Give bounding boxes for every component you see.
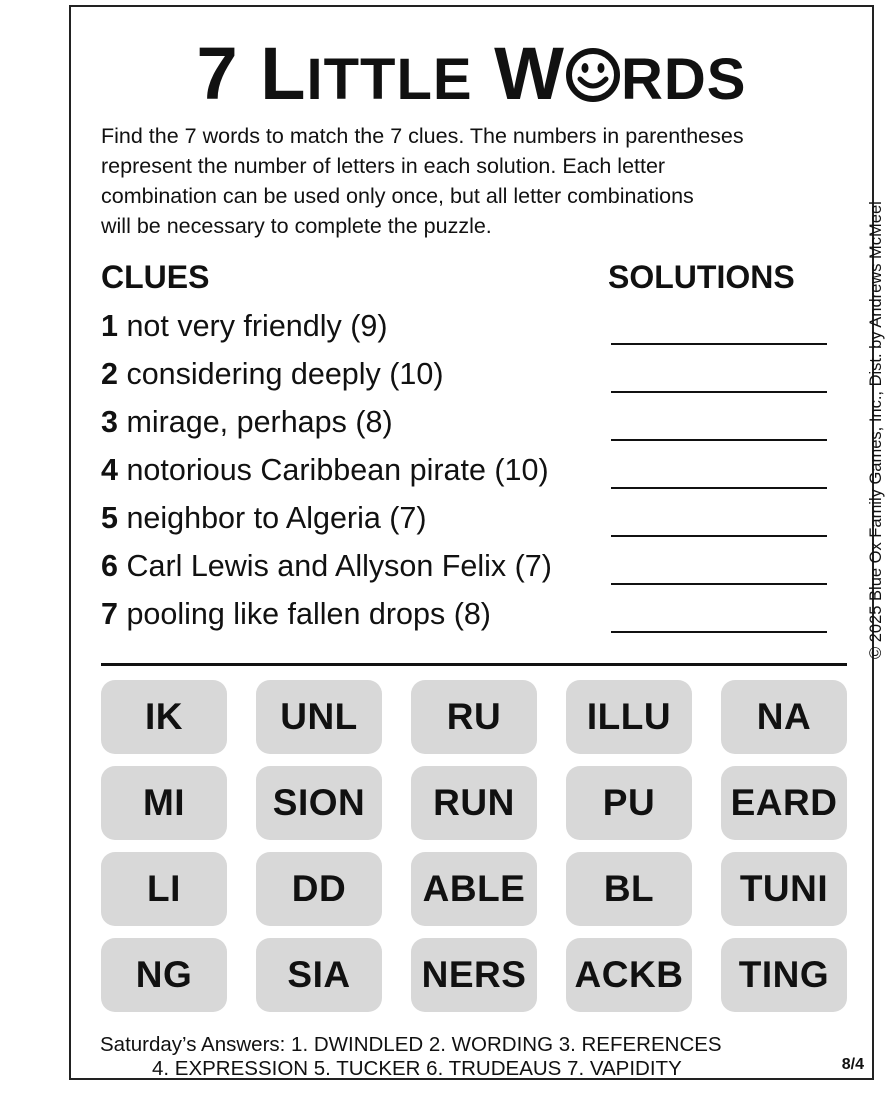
letter-tile-grid <box>101 680 849 1016</box>
solution-blank-3[interactable] <box>611 439 827 441</box>
letter-tile[interactable]: MI <box>101 766 227 840</box>
clue-text: considering deeply (10) <box>126 357 444 391</box>
letter-tile[interactable]: DD <box>256 852 382 926</box>
letter-tile[interactable]: NA <box>721 680 847 754</box>
clue-2 <box>101 357 444 392</box>
letter-tile[interactable]: EARD <box>721 766 847 840</box>
letter-tile[interactable]: TUNI <box>721 852 847 926</box>
answers-line-2: 4. EXPRESSION 5. TUCKER 6. TRUDEAUS 7. VAPIDITY <box>152 1057 682 1080</box>
title-words-rest: RDS <box>620 47 747 112</box>
clue-text: pooling like fallen drops (8) <box>126 597 491 631</box>
clue-1 <box>101 309 388 344</box>
solution-blank-7[interactable] <box>611 631 827 633</box>
instructions-line: will be necessary to complete the puzzle. <box>101 214 492 238</box>
smiley-face-icon <box>565 47 621 103</box>
letter-tile[interactable]: BL <box>566 852 692 926</box>
clue-3 <box>101 405 393 440</box>
letter-tile[interactable]: SION <box>256 766 382 840</box>
title-words-initial: W <box>494 32 565 115</box>
solution-blank-4[interactable] <box>611 487 827 489</box>
clue-text: notorious Caribbean pirate (10) <box>126 453 549 487</box>
instructions-line: represent the number of letters in each solution. Each letter <box>101 154 666 178</box>
copyright-notice: © 2025 Blue Ox Family Games, Inc., Dist. by Andrews McMeel <box>867 201 885 659</box>
letter-tile[interactable]: UNL <box>256 680 382 754</box>
title-word-little <box>260 32 472 115</box>
clue-number: 7 <box>101 597 118 631</box>
clues-header: CLUES <box>101 259 210 295</box>
solution-blank-1[interactable] <box>611 343 827 345</box>
clue-text: Carl Lewis and Allyson Felix (7) <box>126 549 552 583</box>
solutions-header: SOLUTIONS <box>608 259 795 295</box>
clue-number: 3 <box>101 405 118 439</box>
puzzle-title <box>71 29 872 125</box>
puzzle-date: 8/4 <box>841 1056 864 1073</box>
title-number: 7 <box>196 32 239 115</box>
answers-line-1: Saturday’s Answers: 1. DWINDLED 2. WORDING 3. REFERENCES <box>100 1033 722 1056</box>
instructions <box>101 121 861 241</box>
clue-text: not very friendly (9) <box>126 309 388 343</box>
letter-tile[interactable]: IK <box>101 680 227 754</box>
letter-tile[interactable]: ACKB <box>566 938 692 1012</box>
clue-5 <box>101 501 427 536</box>
clue-text: mirage, perhaps (8) <box>126 405 393 439</box>
solution-blank-2[interactable] <box>611 391 827 393</box>
instructions-line: combination can be used only once, but all letter combinations <box>101 184 694 208</box>
letter-tile[interactable]: PU <box>566 766 692 840</box>
solution-blank-6[interactable] <box>611 583 827 585</box>
letter-tile[interactable]: LI <box>101 852 227 926</box>
title-word-words <box>494 32 746 115</box>
clue-4 <box>101 453 549 488</box>
letter-tile[interactable]: ABLE <box>411 852 537 926</box>
letter-tile[interactable]: NG <box>101 938 227 1012</box>
letter-tile[interactable]: ILLU <box>566 680 692 754</box>
clue-7 <box>101 597 491 632</box>
title-little-rest: ITTLE <box>306 47 473 112</box>
clue-number: 5 <box>101 501 118 535</box>
title-little-initial: L <box>260 32 307 115</box>
puzzle-frame <box>69 5 885 1080</box>
instructions-line: Find the 7 words to match the 7 clues. The numbers in parentheses <box>101 124 744 148</box>
clue-number: 1 <box>101 309 118 343</box>
clue-number: 2 <box>101 357 118 391</box>
letter-tile[interactable]: NERS <box>411 938 537 1012</box>
previous-answers <box>100 1033 722 1081</box>
letter-tile[interactable]: SIA <box>256 938 382 1012</box>
clue-6 <box>101 549 552 584</box>
section-divider <box>101 663 847 666</box>
letter-tile[interactable]: RU <box>411 680 537 754</box>
clue-text: neighbor to Algeria (7) <box>126 501 427 535</box>
letter-tile[interactable]: RUN <box>411 766 537 840</box>
clue-number: 6 <box>101 549 118 583</box>
letter-tile[interactable]: TING <box>721 938 847 1012</box>
solution-blank-5[interactable] <box>611 535 827 537</box>
clue-number: 4 <box>101 453 118 487</box>
